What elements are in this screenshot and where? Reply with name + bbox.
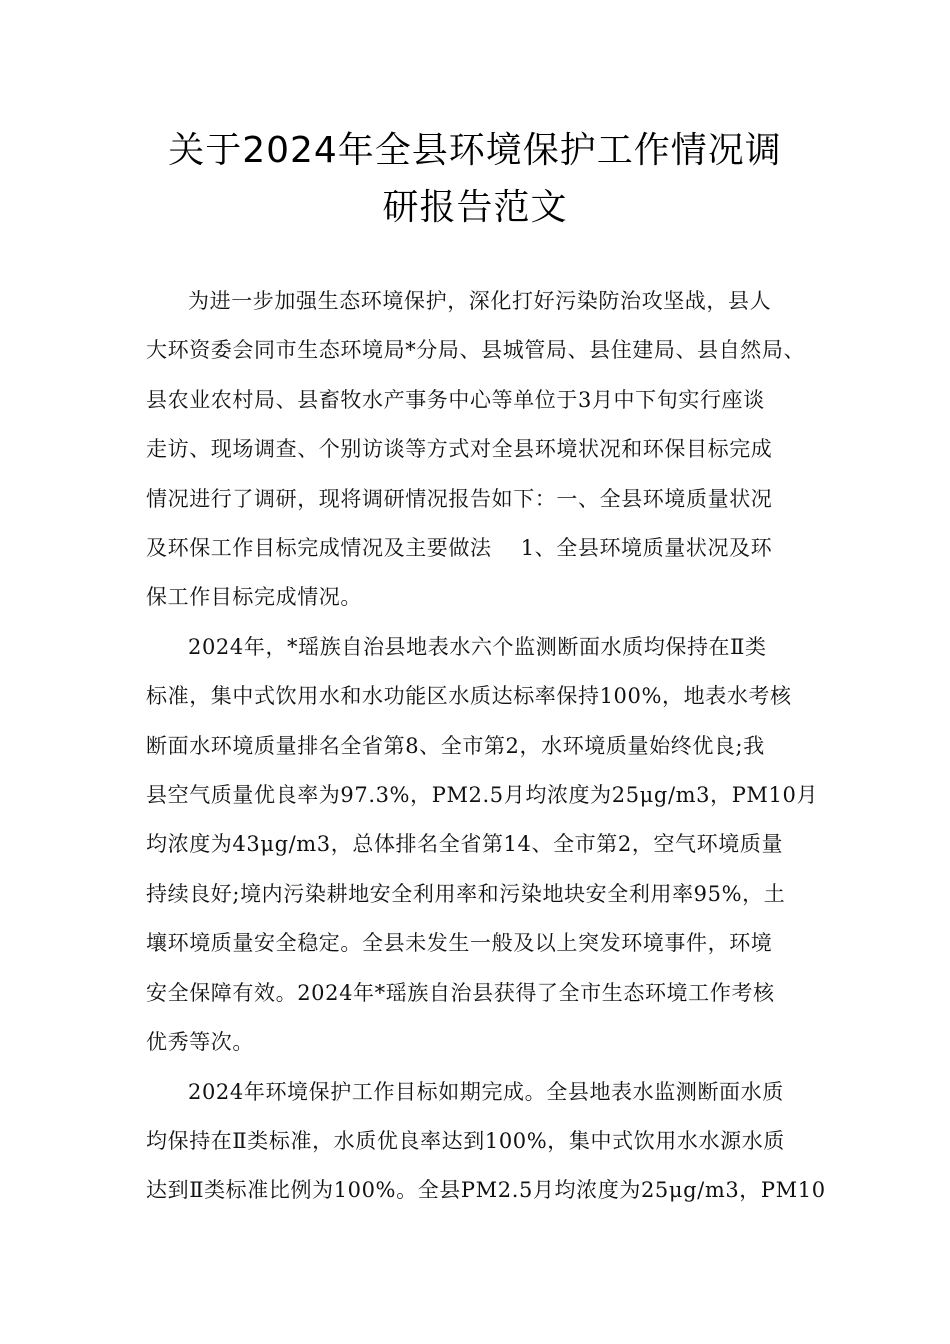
text-line: 及环保工作目标完成情况及主要做法 1、全县环境质量状况及环 xyxy=(146,536,773,561)
text-line: 情况进行了调研，现将调研情况报告如下：一、全县环境质量状况 xyxy=(146,486,773,511)
text-line: 县空气质量优良率为97.3%，PM2.5月均浓度为25μg/m3，PM10月 xyxy=(146,783,819,808)
text-line: 安全保障有效。2024年*瑶族自治县获得了全市生态环境工作考核 xyxy=(146,980,775,1005)
document-body xyxy=(146,277,826,1216)
text-line: 走访、现场调查、个别访谈等方式对全县环境状况和环保目标完成 xyxy=(146,437,773,462)
text-line: 县农业农村局、县畜牧水产事务中心等单位于3月中下旬实行座谈 xyxy=(146,387,765,412)
text-line: 均保持在Ⅱ类标准，水质优良率达到100%，集中式饮用水水源水质 xyxy=(146,1128,785,1153)
text-line: 大环资委会同市生态环境局*分局、县城管局、县住建局、县自然局、 xyxy=(146,338,806,363)
paragraph-1 xyxy=(146,277,814,623)
text-line: 标准，集中式饮用水和水功能区水质达标率保持100%，地表水考核 xyxy=(146,684,792,709)
title-line: 研报告范文 xyxy=(382,187,568,228)
paragraph-3 xyxy=(146,1068,826,1216)
title-line: 关于2024年全县环境保护工作情况调 xyxy=(168,130,782,171)
text-line: 为进一步加强生态环境保护，深化打好污染防治攻坚战，县人 xyxy=(188,289,772,313)
text-line: 持续良好;境内污染耕地安全利用率和污染地块安全利用率95%，土 xyxy=(146,881,786,906)
text-line: 均浓度为43μg/m3，总体排名全省第14、全市第2，空气环境质量 xyxy=(146,832,784,857)
document-title xyxy=(120,122,830,236)
text-line: 达到Ⅱ类标准比例为100%。全县PM2.5月均浓度为25μg/m3，PM10 xyxy=(146,1178,826,1203)
text-line: 壤环境质量安全稳定。全县未发生一般及以上突发环境事件，环境 xyxy=(146,931,773,956)
text-line: 2024年环境保护工作目标如期完成。全县地表水监测断面水质 xyxy=(188,1079,784,1104)
text-line: 保工作目标完成情况。 xyxy=(146,585,362,610)
paragraph-2 xyxy=(146,623,819,1068)
text-line: 2024年，*瑶族自治县地表水六个监测断面水质均保持在Ⅱ类 xyxy=(188,634,767,659)
text-line: 优秀等次。 xyxy=(146,1030,254,1055)
text-line: 断面水环境质量排名全省第8、全市第2，水环境质量始终优良;我 xyxy=(146,733,765,758)
